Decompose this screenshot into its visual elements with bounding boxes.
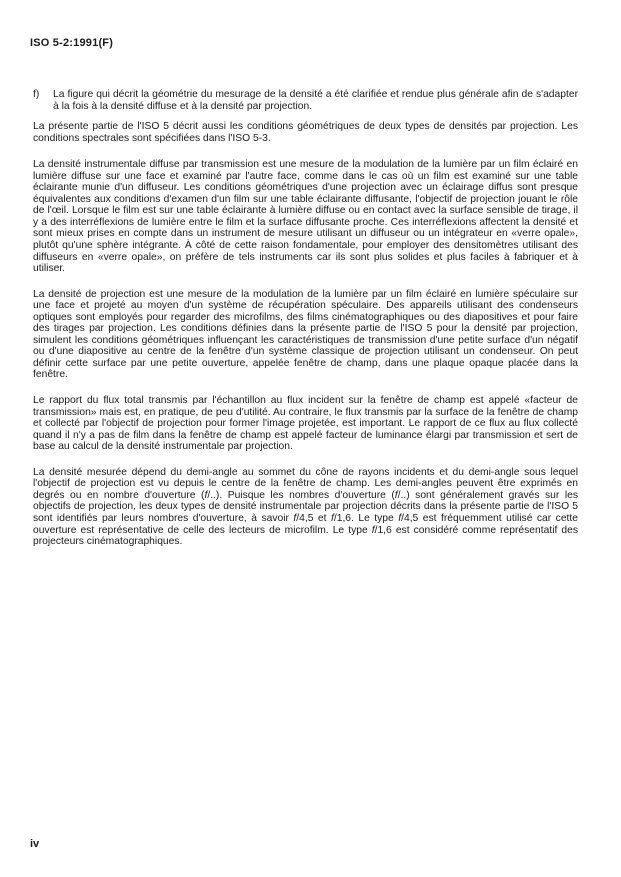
f-number-symbol: f — [371, 524, 375, 536]
text-run: /..) sont généralement gravés sur les objectifs de projection, les deux types de densité instrumentale par projection décrits dans la présente partie de l'ISO 5 sont identifiés par leurs nombres d'ouverture, à savoir — [33, 489, 578, 524]
page-body — [33, 89, 578, 548]
page-number: iv — [30, 838, 40, 850]
paragraph-projection-density: La densité de projection est une mesure de la modulation de la lumière par un film éclairé en lumière spéculaire sur une face et projeté au moyen d'un système de récupération spéculaire. Des appareils utilisant des condenseurs optiques sont employés pour regarder des microfilms, des films cinématographiques ou des diapositives et pour faire des tirages par projection. Les conditions définies dans la présente partie de l'ISO 5 pour la densité par projection, simulent les conditions géométriques influençant les caractéristiques de transmission d'une petite surface d'un négatif ou d'une diapositive au centre de la fenêtre d'un système classique de projection utilisant un condenseur. On peut définir cette surface par une petite ouverture, appelée fenêtre de champ, dans une plaque opaque placée dans la fenêtre. — [33, 288, 578, 381]
paragraph-diffuse-density: La densité instrumentale diffuse par transmission est une mesure de la modulation de la lumière par un film éclairé en lumière diffuse sur une face et examiné par l'autre face, comme dans le cas où un film est examiné sur une table éclairante munie d'un diffuseur. Les conditions géométriques d'une projection avec un éclairage diffus sont presque équivalentes aux conditions d'examen d'un film sur une table éclairante diffusante, l'objectif de projection jouant le rôle de l'œil. Lorsque le film est sur une table éclairante à lumière diffuse ou en contact avec la surface sensible de tirage, il y a des interréflexions de lumière entre le film et la surface diffusante proche. Ces interréflexions affectent la densité et sont mieux prises en compte dans un instrument de mesure utilisant un diffuseur ou un intégrateur en «verre opale», plutôt qu'une sphère intégrante. À côté de cette raison fondamentale, pour employer des densitomètres utilisant des diffuseurs en «verre opale», on préfère de tels instruments car ils sont plus solides et plus faciles à fabriquer et à utiliser. — [33, 159, 578, 275]
list-item-label: f) — [33, 89, 40, 100]
document-id-header: ISO 5-2:1991(F) — [30, 37, 114, 49]
text-run: /4,5 et — [296, 512, 331, 524]
text-run: /1,6 est considéré comme représentatif des projecteurs cinématographiques. — [33, 524, 578, 548]
paragraph-scope: La présente partie de l'ISO 5 décrit aussi les conditions géométriques de deux types de densités par projection. Les conditions spectrales sont spécifiées dans l'ISO 5-3. — [33, 121, 578, 144]
paragraph-transmission-ratio: Le rapport du flux total transmis par l'échantillon au flux incident sur la fenêtre de champ est appelé «facteur de transmission» mais est, en pratique, de peu d'utilité. Au contraire, le flux transmis par la surface de la fenêtre de champ et collecté par l'objectif de projection pour former l'image projetée, est important. Le rapport de ce flux au flux collecté quand il n'y a pas de film dans la fenêtre de champ est appelé facteur de luminance élargi par transmission et sert de base au calcul de la densité instrumentale par projection. — [33, 395, 578, 453]
paragraph-half-angle — [33, 467, 578, 548]
text-run: La densité mesurée dépend du demi-angle au sommet du cône de rayons incidents et du demi-angle sous lequel l'objectif de projection est vu depuis le centre de la fenêtre de champ. Les demi-angles peuvent être exprimés en degrés ou en nombre d'ouverture ( — [33, 466, 578, 501]
text-run: /1,6. Le type — [333, 512, 399, 524]
f-number-symbol: f — [293, 512, 297, 524]
f-number-symbol: f — [398, 512, 402, 524]
f-number-symbol: f — [394, 489, 398, 501]
text-run: /..). Puisque les nombres d'ouverture ( — [207, 489, 395, 501]
text-run: /4,5 est fréquemment utilisé car cette ouverture est représentative de celle des lecteurs de microfilm. Le type — [33, 512, 578, 536]
list-item-text: La figure qui décrit la géométrie du mesurage de la densité a été clarifiée et rendue plus générale afin de s'adapter à la fois à la densité diffuse et à la densité par projection. — [53, 89, 578, 112]
f-number-symbol: f — [204, 489, 208, 501]
list-item-f — [33, 89, 578, 112]
f-number-symbol: f — [330, 512, 334, 524]
